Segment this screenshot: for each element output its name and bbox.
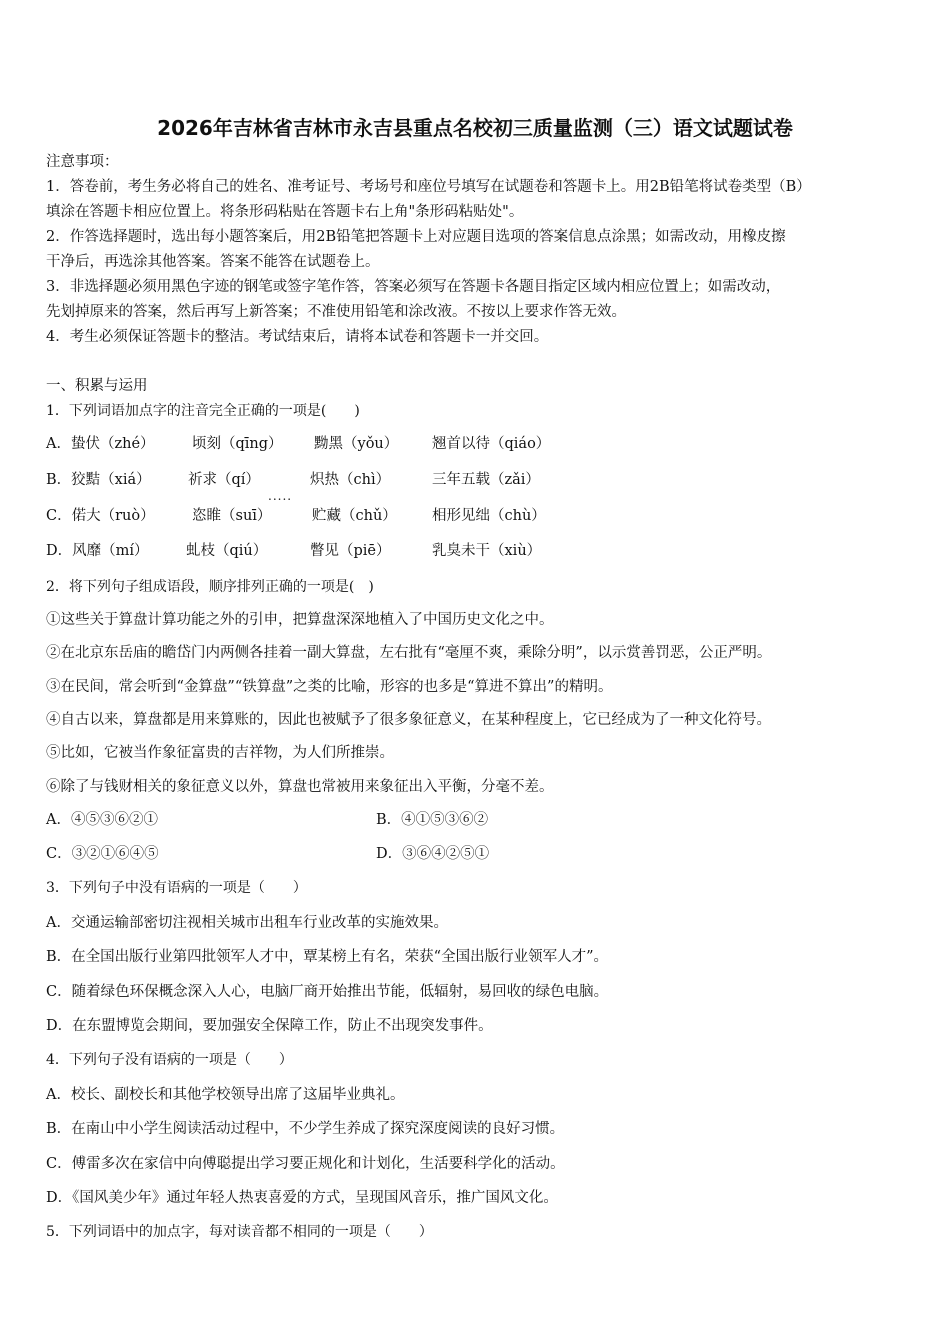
notice-line: 2．作答选择题时，选出每小题答案后，用2B铅笔把答题卡上对应题目选项的答案信息点涂黑；如需改动，用橡皮擦	[46, 229, 786, 245]
q1-option-d-3: 瞥见（piē）	[310, 543, 391, 559]
q3-option-b: B．在全国出版行业第四批领军人才中，覃某榜上有名，荣获“全国出版行业领军人才”。	[46, 949, 608, 965]
section-heading: 一、积累与运用	[46, 378, 148, 394]
q2-sentence: ⑤比如，它被当作象征富贵的吉祥物，为人们所推崇。	[46, 745, 394, 761]
q1-option-a-1: A．蛰伏（zhé）	[46, 436, 155, 452]
q1-option-b-4: 三年五载（zǎi）	[432, 472, 540, 488]
q1-option-c-4: 相形见绌（chù）	[432, 508, 546, 524]
question-2-stem: 2．将下列句子组成语段，顺序排列正确的一项是( )	[46, 579, 374, 595]
q1-option-b-2: 祈求（qí）	[188, 472, 260, 488]
q4-option-d: D．《国风美少年》通过年轻人热衷喜爱的方式，呈现国风音乐，推广国风文化。	[46, 1190, 558, 1206]
question-3-stem: 3．下列句子中没有语病的一项是（ ）	[46, 880, 307, 896]
q2-option-b: B．④①⑤③⑥②	[376, 812, 489, 828]
notice-line: 4．考生必须保证答题卡的整洁。考试结束后，请将本试卷和答题卡一并交回。	[46, 329, 549, 345]
q1-option-b-3: 炽热（chì）	[310, 472, 391, 488]
q2-sentence: ⑥除了与钱财相关的象征意义以外，算盘也常被用来象征出入平衡，分毫不差。	[46, 779, 554, 795]
q1-option-a-3: 黝黑（yǒu）	[314, 436, 399, 452]
q2-option-d: D．③⑥④②⑤①	[376, 846, 490, 862]
question-4-stem: 4．下列句子没有语病的一项是（ ）	[46, 1052, 293, 1068]
q2-sentence: ④自古以来，算盘都是用来算账的，因此也被赋予了很多象征意义，在某种程度上，它已经成为了一种文化符号。	[46, 712, 771, 728]
notice-line: 先划掉原来的答案，然后再写上新答案；不准使用铅笔和涂改液。不按以上要求作答无效。	[46, 304, 626, 320]
q3-option-d: D．在东盟博览会期间，要加强安全保障工作，防止不出现突发事件。	[46, 1018, 493, 1034]
q1-option-d-1: D．风靡（mí）	[46, 543, 149, 559]
q1-option-b-1: B．狡黠（xiá）	[46, 472, 151, 488]
page-title: 2026年吉林省吉林市永吉县重点名校初三质量监测（三）语文试题试卷	[157, 116, 793, 140]
question-1-stem: 1．下列词语加点字的注音完全正确的一项是( )	[46, 403, 360, 419]
q1-option-a-2: 顷刻（qīng）	[192, 436, 283, 452]
notice-heading: 注意事项：	[46, 154, 119, 170]
notice-line: 干净后，再选涂其他答案。答案不能答在试题卷上。	[46, 254, 380, 270]
q2-sentence: ①这些关于算盘计算功能之外的引申，把算盘深深地植入了中国历史文化之中。	[46, 612, 554, 628]
q2-option-a: A．④⑤③⑥②①	[46, 812, 158, 828]
q1-option-d-4: 乳臭未干（xiù）	[432, 543, 542, 559]
question-5-stem: 5．下列词语中的加点字，每对读音都不相同的一项是（ ）	[46, 1224, 433, 1240]
q1-option-a-4: 翘首以待（qiáo）	[432, 436, 551, 452]
q1-option-c-2: 恣睢（suī）	[192, 508, 272, 524]
q2-sentence: ③在民间，常会听到“金算盘”“铁算盘”之类的比喻，形容的也多是“算进不算出”的精明。	[46, 679, 613, 695]
notice-line: 填涂在答题卡相应位置上。将条形码粘贴在答题卡右上角"条形码粘贴处"。	[46, 204, 524, 220]
q4-option-a: A．校长、副校长和其他学校领导出席了这届毕业典礼。	[46, 1087, 405, 1103]
q3-option-c: C．随着绿色环保概念深入人心，电脑厂商开始推出节能，低辐射，易回收的绿色电脑。	[46, 984, 609, 1000]
notice-line: 3．非选择题必须用黑色字迹的钢笔或签字笔作答，答案必须写在答题卡各题目指定区域内相应位置上；如需改动，	[46, 279, 781, 295]
q4-option-c: C．傅雷多次在家信中向傅聪提出学习要正规化和计划化，生活要科学化的活动。	[46, 1156, 565, 1172]
q3-option-a: A．交通运输部密切注视相关城市出租车行业改革的实施效果。	[46, 915, 448, 931]
emphasis-dots: .....	[268, 489, 293, 503]
notice-line: 1．答卷前，考生务必将自己的姓名、准考证号、考场号和座位号填写在试题卷和答题卡上。用2B铅笔将试卷类型（B）	[46, 179, 811, 195]
q4-option-b: B．在南山中小学生阅读活动过程中，不少学生养成了探究深度阅读的良好习惯。	[46, 1121, 565, 1137]
q1-option-d-2: 虬枝（qiú）	[186, 543, 268, 559]
q1-option-c-3: 贮藏（chǔ）	[312, 508, 397, 524]
q1-option-c-1: C．偌大（ruò）	[46, 508, 155, 524]
q2-sentence: ②在北京东岳庙的瞻岱门内两侧各挂着一副大算盘，左右批有“毫厘不爽，乘除分明”，以示赏善罚恶，公正严明。	[46, 645, 772, 661]
q2-option-c: C．③②①⑥④⑤	[46, 846, 159, 862]
